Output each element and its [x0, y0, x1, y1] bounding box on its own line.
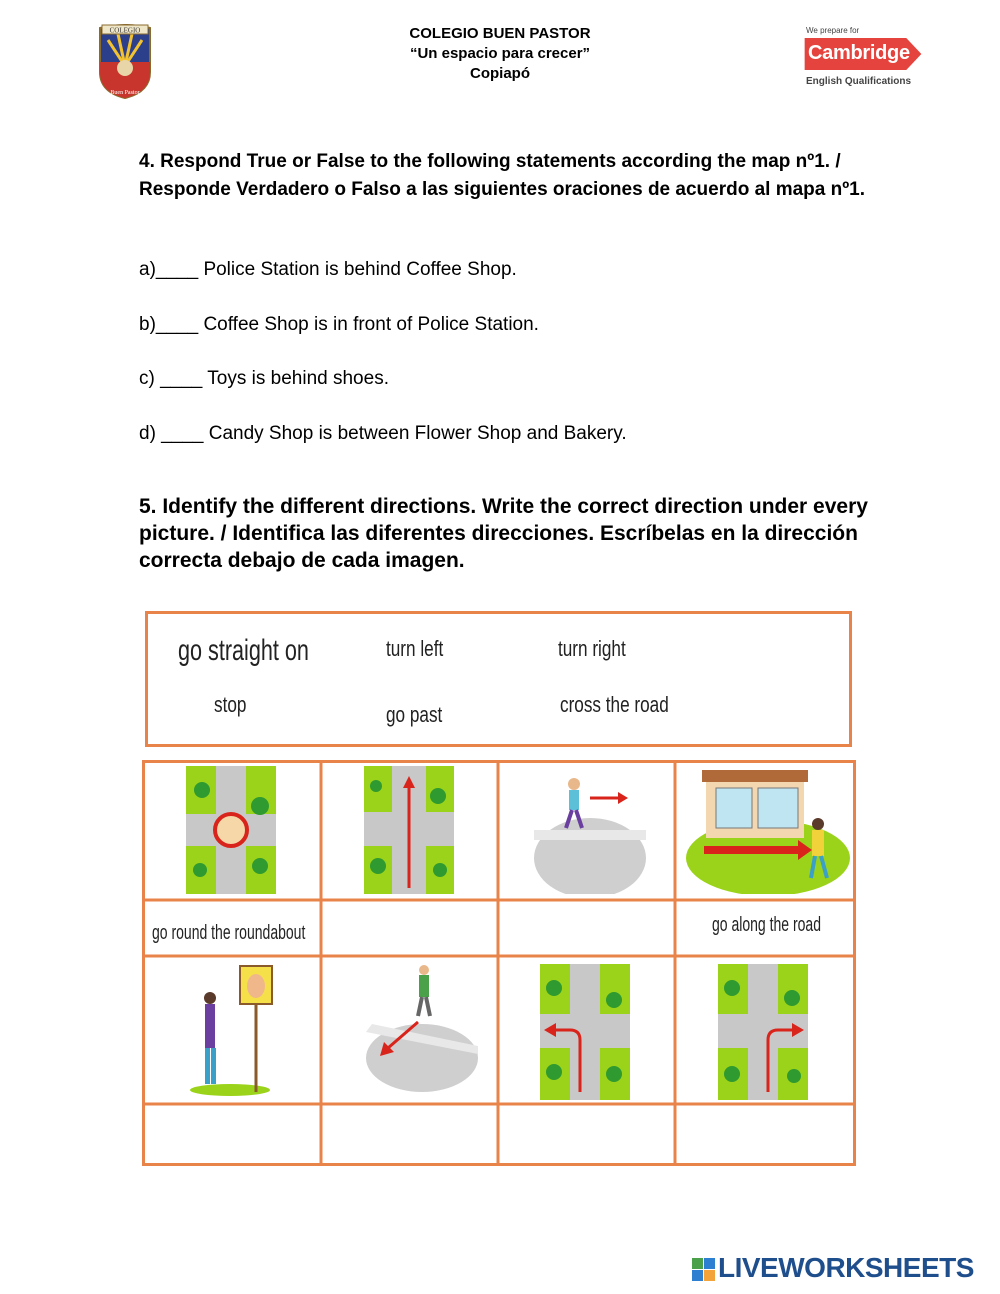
label-roundabout: go round the roundabout [152, 922, 306, 944]
word-turn-right: turn right [558, 636, 626, 661]
go-past-picture [534, 768, 646, 894]
cross-road-picture [366, 962, 478, 1098]
svg-text:COLEGIO: COLEGIO [109, 26, 141, 35]
word-bank [145, 611, 852, 747]
word-go-straight-on: go straight on [178, 634, 309, 667]
go-straight-picture [364, 766, 454, 894]
statement-c[interactable]: c) ____ Toys is behind shoes. [139, 368, 389, 389]
statement-d[interactable]: d) ____ Candy Shop is between Flower Shop and Bakery. [139, 423, 627, 444]
school-city: Copiapó [470, 65, 530, 82]
question-4-title: 4. Respond True or False to the following statements according the map nº1. / Responde Verdadero o Falso a las siguientes oraciones de acuerdo al mapa nº1. [139, 151, 866, 200]
liveworksheets-blocks-icon [692, 1258, 716, 1282]
label-go-along-road: go along the road [712, 914, 821, 936]
svg-text:Buen Pastor: Buen Pastor [110, 90, 140, 96]
question-5-title: 5. Identify the different directions. Write the correct direction under every picture. / Identifica las diferentes direcciones. Escríbelas en la dirección correcta debajo de cada imagen. [139, 495, 868, 572]
cambridge-logo: We prepare for Cambridge English Qualifications [802, 26, 932, 92]
go-along-road-picture [686, 766, 850, 894]
turn-left-picture [540, 964, 630, 1100]
roundabout-picture [186, 766, 276, 894]
statement-b[interactable]: b)____ Coffee Shop is in front of Police Station. [139, 314, 539, 335]
directions-grid [142, 760, 856, 1166]
school-name: COLEGIO BUEN PASTOR [409, 25, 591, 42]
word-go-past: go past [386, 702, 443, 727]
stop-picture [190, 962, 280, 1098]
school-motto: “Un espacio para crecer” [409, 45, 591, 62]
statement-a[interactable]: a)____ Police Station is behind Coffee Shop. [139, 259, 517, 280]
turn-right-picture [718, 964, 808, 1100]
word-stop: stop [214, 692, 247, 717]
word-turn-left: turn left [386, 636, 444, 661]
word-cross-the-road: cross the road [560, 692, 669, 717]
